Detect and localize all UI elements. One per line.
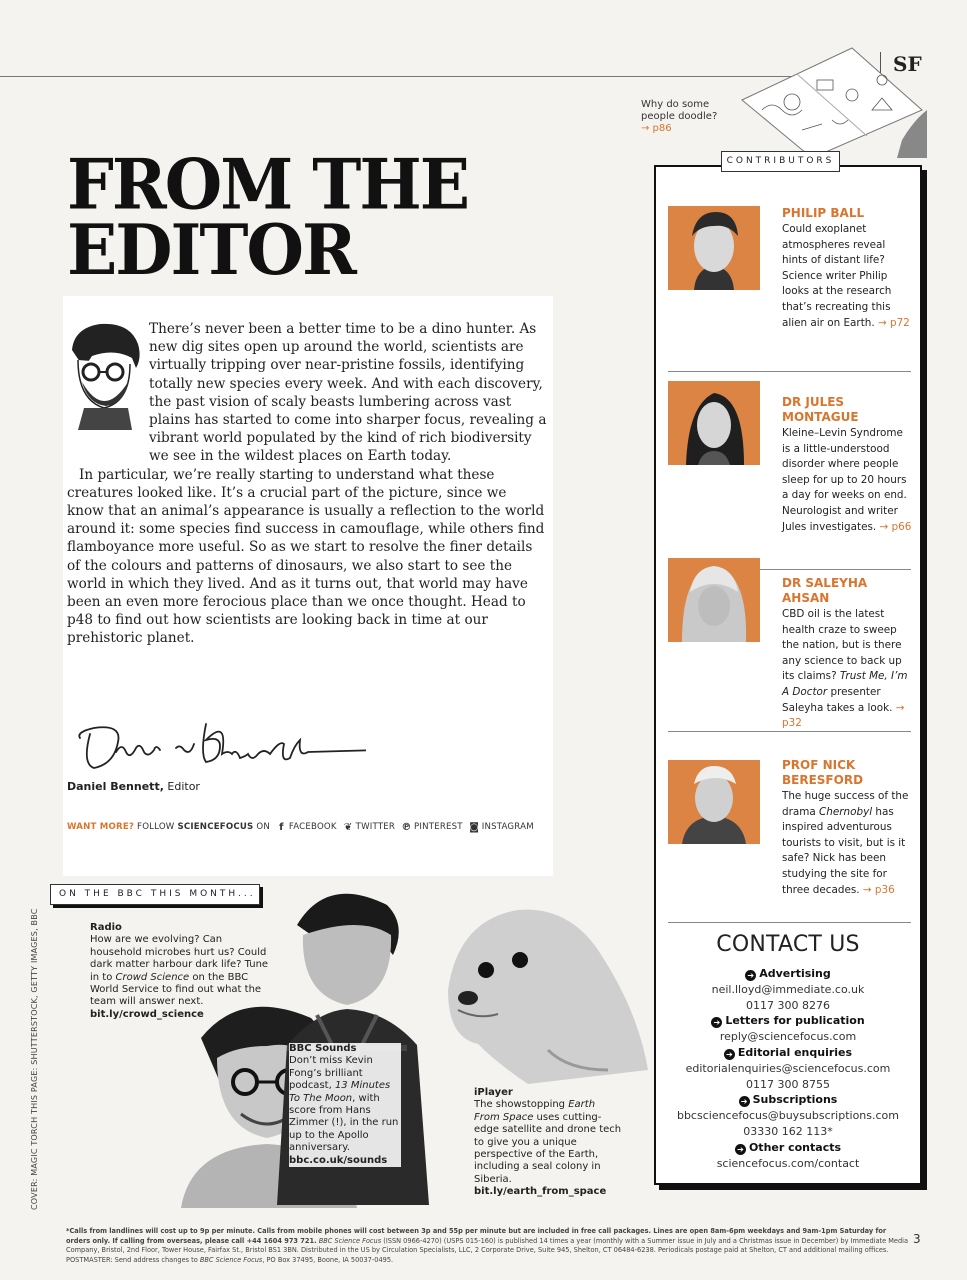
contributor-photo — [668, 558, 760, 642]
pinterest-icon: ℗ — [401, 822, 412, 833]
contact-title: CONTACT US — [716, 932, 860, 957]
contact-heading-other: ➔ Other contacts — [656, 1140, 920, 1156]
twitter-link[interactable] — [340, 822, 395, 832]
contributor-desc-italic: Trust Me, I’m A Doctor — [782, 670, 908, 698]
instagram-label: INSTAGRAM — [481, 822, 534, 832]
contributor-page-ref[interactable]: → p32 — [782, 701, 905, 730]
arrow-circle-icon: ➔ — [745, 970, 756, 981]
instagram-link[interactable] — [466, 822, 534, 832]
sounds-show-title: 13 Minutes To The Moon — [289, 1080, 391, 1104]
letter-paragraph-1: There’s never been a better time to be a dino hunter. As new dig sites open up around the world, scientists are virtually tripping over near-pristine fossils, identifying totally new species every week. And with each discovery, the past vision of scaly beasts lumbering across vast plains has started to come into sharper focus, revealing a vibrant world populated by the kind of rich biodiversity we see in the wildest places on Earth today. — [149, 321, 547, 465]
footnote-pub-name: BBC Science Focus — [318, 1236, 382, 1245]
contributor-page-ref[interactable]: → p72 — [877, 316, 910, 329]
radio-heading: Radio — [90, 922, 122, 933]
social-follow-bar — [67, 822, 534, 833]
contact-other-link[interactable]: sciencefocus.com/contact — [716, 1156, 860, 1170]
facebook-label: FACEBOOK — [288, 822, 337, 832]
want-more-label: WANT MORE? — [67, 822, 135, 832]
contributor-text — [782, 395, 914, 535]
footnote-publishing-info: (ISSN 0966-4270) (USPS 015-160) is published 14 times a year (monthly with a Summer issue in July and a Christmas issue in December) by Immediate Media Company, Bristol, 2nd Floor, Tower House, Fairfax St., Bristol BS1 3BN. Distributed in the US by Circulation Specialists, LLC, 2 Corporate Drive, Suite 945, Shelton, CT 06484-6238. Periodicals postage paid at Shelton, CT and additional mailing offices. POSTMASTER: Send address changes to — [66, 1236, 909, 1264]
sounds-text-post: , with score from Hans Zimmer (!), in the run up to the Apollo anniversary. — [289, 1092, 399, 1154]
contact-heading-advertising: ➔ Advertising — [656, 966, 920, 982]
follow-label: FOLLOW — [134, 822, 178, 832]
facebook-icon: f — [279, 822, 284, 833]
legal-footnote — [66, 1227, 912, 1265]
doodle-question: Why do some people doodle? — [641, 99, 718, 122]
footnote-calls: *Calls from landlines will cost up to 9p per minute. Calls from mobile phones will cost between 3p and 55p per minute but are included in free call packages. Lines are open 8am-6pm weekdays and 9am-1pm Saturday for orders only. If calling from overseas, please call +44 1604 973 721. — [66, 1227, 887, 1245]
contact-advertising-phone: 0117 300 8276 — [746, 998, 830, 1012]
seal-photo-iplayer — [438, 900, 648, 1085]
contributor-page-ref[interactable]: → p36 — [862, 883, 895, 896]
contributor-text — [782, 206, 914, 331]
contributor-photo — [668, 760, 760, 844]
contact-editorial-email[interactable]: editorialenquiries@sciencefocus.com — [685, 1061, 891, 1075]
contributor-text — [782, 758, 914, 898]
sounds-text-pre: Don’t miss Kevin Fong’s brilliant podcast, — [289, 1055, 373, 1092]
bbc-iplayer-feature — [474, 1087, 622, 1199]
contact-letters-email[interactable]: reply@sciencefocus.com — [719, 1030, 857, 1044]
bbc-section-label: ON THE BBC THIS MONTH... — [50, 884, 260, 905]
contributor-desc-post: presenter Saleyha takes a look. — [782, 685, 896, 714]
facebook-link[interactable] — [273, 822, 337, 832]
contact-editorial-phone: 0117 300 8755 — [746, 1077, 830, 1091]
contributor-desc: Could exoplanet atmospheres reveal hints of distant life? Science writer Philip looks at the research that’s recreating this alien air on Earth. — [782, 223, 892, 329]
radio-link[interactable]: bit.ly/crowd_science — [90, 1008, 204, 1020]
contributor-page-ref[interactable]: → p66 — [879, 520, 912, 533]
contact-subscriptions-phone: 03330 162 113* — [743, 1124, 833, 1138]
brand-logo: SF — [880, 52, 950, 78]
social-handle: SCIENCEFOCUS — [177, 822, 254, 832]
sounds-link[interactable]: bbc.co.uk/sounds — [289, 1154, 388, 1166]
contributor-name: DR SALEYHA AHSAN — [782, 576, 868, 605]
iplayer-text-post: uses cutting-edge satellite and drone tech to give you a unique perspective of the Earth, including a seal colony in Siberia. — [474, 1111, 622, 1185]
iplayer-text-pre: The showstopping — [474, 1099, 569, 1111]
editor-role: Editor — [163, 780, 200, 793]
contributor-desc: CBD oil is the latest health craze to sweep the nation, but is there any science to back up its claims? — [782, 608, 902, 683]
bbc-sounds-feature — [289, 1043, 401, 1167]
portrait-spacer — [67, 320, 149, 455]
contributor-photo — [668, 206, 760, 290]
footnote-pub-name-2: BBC Science Focus — [199, 1255, 263, 1264]
arrow-circle-icon: ➔ — [739, 1096, 750, 1107]
contributors-label: CONTRIBUTORS — [721, 151, 840, 172]
doodle-page-ref[interactable]: → p86 — [641, 123, 672, 134]
pinterest-label: PINTEREST — [414, 822, 463, 832]
editor-name: Daniel Bennett, — [67, 780, 164, 793]
arrow-circle-icon: ➔ — [724, 1049, 735, 1060]
editor-signoff — [67, 780, 200, 793]
contributor-text — [782, 576, 914, 732]
iplayer-link[interactable]: bit.ly/earth_from_space — [474, 1186, 607, 1198]
letter-paragraph-2: In particular, we’re really starting to understand what these creatures looked like. It’s a crucial part of the picture, since we know that an animal’s appearance is usually a reflection to the world around it: some species find success in camouflage, while others find flamboyance more useful. So as we start to resolve the finer details of the colours and patterns of dinosaurs, we also start to see the world in which they lived. And as it turns out, that world may have been an even more ferocious place than we once thought. Head to p48 to find out how scientists are looking back in time at our prehistoric planet. — [67, 466, 545, 647]
arrow-circle-icon: ➔ — [711, 1017, 722, 1028]
iplayer-heading: iPlayer — [474, 1087, 513, 1098]
radio-show-title: Crowd Science — [115, 971, 190, 983]
contact-heading-letters: ➔ Letters for publication — [656, 1013, 920, 1029]
contact-us-block — [656, 930, 920, 1171]
contact-subscriptions-email[interactable]: bbcsciencefocus@buysubscriptions.com — [676, 1109, 900, 1123]
iplayer-show-title: Earth From Space — [474, 1099, 596, 1123]
contributor-divider — [668, 922, 911, 923]
contributor-divider — [668, 731, 911, 732]
instagram-icon: ◙ — [469, 822, 480, 833]
image-credits: COVER: MAGIC TORCH THIS PAGE: SHUTTERSTOCK, GETTY IMAGES, BBC — [30, 908, 39, 1210]
radio-text-post: on the BBC World Service to find out what the team will answer next. — [90, 971, 262, 1008]
contributor-name: PROF NICK BERESFORD — [782, 758, 864, 787]
twitter-label: TWITTER — [355, 822, 396, 832]
twitter-icon: ❦ — [343, 822, 353, 833]
contributor-name: PHILIP BALL — [782, 206, 865, 220]
bbc-radio-feature — [90, 922, 270, 1021]
on-label: ON — [253, 822, 273, 832]
contributor-desc-post: has inspired adventurous tourists to visit, but is it safe? Nick has been studying the site for three decades. — [782, 805, 906, 896]
contact-advertising-email[interactable]: neil.lloyd@immediate.co.uk — [711, 982, 865, 996]
pinterest-link[interactable] — [398, 822, 463, 832]
editor-letter-body — [67, 320, 547, 648]
contributor-name: DR JULES MONTAGUE — [782, 395, 859, 424]
contributor-photo — [668, 381, 760, 465]
contributor-desc-italic: Chernobyl — [819, 805, 873, 818]
contributor-desc: The huge success of the drama — [782, 790, 909, 818]
contact-heading-subscriptions: ➔ Subscriptions — [656, 1092, 920, 1108]
doodle-notebook-image — [732, 40, 927, 158]
page-number: 3 — [913, 1232, 921, 1246]
page-title: FROM THE EDITOR — [67, 143, 469, 291]
contributor-desc: Kleine–Levin Syndrome is a little-understood disorder where people sleep for up to 20 hours a day for weeks on end. Neurologist and writer Jules investigates. — [782, 427, 907, 533]
contributor-divider — [668, 371, 911, 372]
footnote-address: , PO Box 37495, Boone, IA 50037-0495. — [262, 1255, 394, 1264]
editor-signature — [76, 712, 366, 772]
sounds-heading: BBC Sounds — [289, 1043, 357, 1054]
arrow-circle-icon: ➔ — [735, 1144, 746, 1155]
radio-text-pre: How are we evolving? Can household microbes hurt us? Could dark matter harbour dark life? Tune in to — [90, 934, 269, 983]
contact-heading-editorial: ➔ Editorial enquiries — [656, 1045, 920, 1061]
doodle-teaser[interactable] — [641, 99, 741, 135]
